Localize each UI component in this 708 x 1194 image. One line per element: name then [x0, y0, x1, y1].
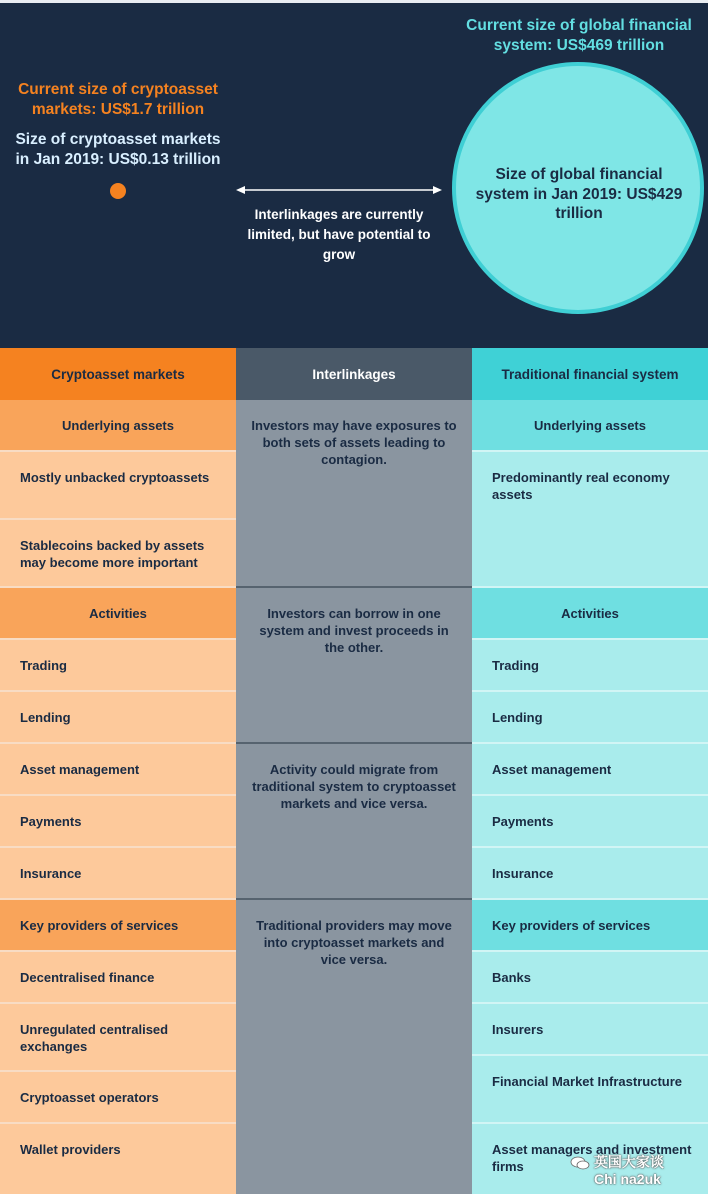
right-activity-item: Asset management — [472, 744, 708, 796]
crypto-current-size: Current size of cryptoasset markets: US$1.7 trillion — [18, 81, 218, 118]
global-current-size: Current size of global financial system: US$469 trillion — [466, 17, 692, 54]
right-activity-item: Lending — [472, 692, 708, 744]
watermark-line2: Chi na2uk — [594, 1171, 661, 1187]
left-provider-item: Cryptoasset operators — [0, 1072, 236, 1124]
right-activity-item: Insurance — [472, 848, 708, 900]
interlinkage-note: Investors may have exposures to both sets of assets leading to contagion. — [251, 418, 457, 467]
watermark-line1: 英国大家谈 — [593, 1154, 664, 1170]
global-2019-size: Size of global financial system in Jan 2019: US$429 trillion — [475, 166, 683, 222]
traditional-finance-header: Traditional financial system — [472, 348, 708, 400]
right-provider-item: Asset managers and investment firms — [472, 1124, 708, 1194]
left-underlying-assets-heading: Underlying assets — [0, 400, 236, 452]
chat-bubble-icon — [570, 1156, 590, 1170]
right-activities-heading: Activities — [472, 588, 708, 640]
right-activity-item: Payments — [472, 796, 708, 848]
left-underlying-item: Stablecoins backed by assets may become more important — [0, 520, 236, 588]
right-underlying-assets-heading: Underlying assets — [472, 400, 708, 452]
right-provider-item: Banks — [472, 952, 708, 1004]
left-activity-item: Asset management — [0, 744, 236, 796]
left-activity-item: Insurance — [0, 848, 236, 900]
interlinkage-block — [236, 900, 472, 1194]
left-activity-item: Lending — [0, 692, 236, 744]
interlinkage-note: Investors can borrow in one system and invest proceeds in the other. — [259, 606, 449, 655]
interlinkage-block — [236, 400, 472, 588]
left-underlying-item: Mostly unbacked cryptoassets — [0, 452, 236, 520]
interlinkage-block — [236, 588, 472, 744]
cryptoasset-header: Cryptoasset markets — [0, 348, 236, 400]
left-provider-item: Decentralised finance — [0, 952, 236, 1004]
left-activities-heading: Activities — [0, 588, 236, 640]
right-provider-item: Financial Market Infrastructure — [472, 1056, 708, 1124]
top-divider — [0, 0, 708, 3]
double-arrow-icon — [236, 183, 442, 197]
interlinkage-note: Activity could migrate from traditional system to cryptoasset markets and vice versa. — [252, 762, 456, 811]
right-provider-item: Insurers — [472, 1004, 708, 1056]
watermark — [570, 1154, 702, 1188]
size-comparison-panel — [0, 0, 708, 348]
traditional-finance-column — [472, 348, 708, 1194]
interlinkages-note: Interlinkages are currently limited, but have potential to grow — [247, 207, 431, 262]
right-activity-item: Trading — [472, 640, 708, 692]
interlinkages-header: Interlinkages — [236, 348, 472, 400]
interlinkage-block — [236, 744, 472, 900]
left-activity-item: Trading — [0, 640, 236, 692]
left-activity-item: Payments — [0, 796, 236, 848]
crypto-market-circle — [110, 183, 126, 199]
left-key-providers-heading: Key providers of services — [0, 900, 236, 952]
cryptoasset-column — [0, 348, 236, 1194]
left-provider-item: Wallet providers — [0, 1124, 236, 1194]
right-key-providers-heading: Key providers of services — [472, 900, 708, 952]
interlinkages-column — [236, 348, 472, 1194]
left-provider-item: Unregulated centralised exchanges — [0, 1004, 236, 1072]
right-underlying-item: Predominantly real economy assets — [472, 452, 708, 588]
crypto-2019-size: Size of cryptoasset markets in Jan 2019: US$0.13 trillion — [15, 131, 221, 168]
interlinkage-note: Traditional providers may move into cryptoasset markets and vice versa. — [256, 918, 452, 967]
